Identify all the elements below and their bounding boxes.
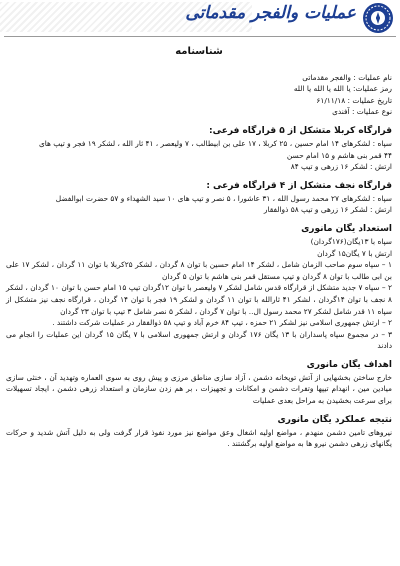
- section-gap: [6, 352, 392, 358]
- header-divider: [4, 36, 396, 37]
- body-text: سپاه با ۱۳یگان(۱۷۶گردان): [310, 236, 392, 246]
- section-gap: [6, 216, 392, 222]
- document-title: شناسنامه: [175, 46, 223, 57]
- body-text: نوع عملیات : آفندی: [332, 107, 392, 117]
- section-heading: استعداد یگان مانوری: [301, 223, 392, 234]
- body-text: رمز عملیات: یا الله یا الله یا الله: [293, 84, 392, 94]
- body-text: سپاه : لشکرهای ۱۴ امام حسین ، ۲۵ کربلا ، ۱۷ علی بن ابیطالب ، ۷ ولیعصر ، ۴۱ ثار الله ، لشکر ۱۹ فجر و تیپ های: [38, 138, 392, 148]
- body-text: خارج ساختن بخشهایی از آتش توپخانه دشمن ، آزاد سازی مناطق مرزی و پیش روی به سوی العماره وتهدید آن ، خنثی سازی میادین مین ، انهدام تیپها وتفرات دشمن و امکانات و تجهیزات ، بر هم زدن سازمان و استعداد زرهی دشمن ، ایجاد تسهیلات برای سرعت بخشیدن به مراحل بعدی عملیات: [6, 372, 392, 406]
- body-text: ۳ – در مجموع سپاه پاسداران با ۱۳ یگان ۱۷۶ گردان و ارتش جمهوری اسلامی با ۷ یگان ۱۵ گردان این عملیات را انجام می دادند: [6, 329, 392, 351]
- section-heading: اهداف یگان مانوری: [306, 359, 392, 370]
- emblem-icon: [362, 2, 394, 34]
- header-banner: [0, 0, 400, 36]
- body-text: تاریخ عملیات : ۶۱/۱۱/۱۸: [316, 95, 392, 105]
- section-heading: قرارگاه نجف متشکل از ۴ قرارگاه فرعی :: [206, 180, 392, 191]
- section-gap: [6, 118, 392, 124]
- body-text: سپاه : لشکرهای ۲۷ محمد رسول الله ، ۳۱ عاشورا ، ۵ نصر و تیپ های ۱۰ سید الشهداء و ۵۷ حضرت ابوالفضل: [55, 193, 392, 203]
- document-lines: [6, 72, 392, 450]
- body-text: ۴۴ قمر بنی هاشم و ۱۵ امام حسن: [286, 150, 392, 160]
- section-heading: نتیجه عملکرد یگان مانوری: [277, 414, 392, 425]
- body-text: ۱ – سپاه سوم صاحب الزمان شامل ، لشکر ۱۴ امام حسین با توان ۸ گردان ، لشکر ۲۵کربلا با توان ۱۱ گردان ، لشکر ۱۷ علی بن ابی طالب با توان ۸ گردان و تیپ مستقل قمر بنی هاشم با توان ۵ گردان: [6, 260, 393, 281]
- section-gap: [6, 407, 392, 413]
- body-text: ارتش : لشکر ۱۶ زرهی و تیپ ۵۸ ذوالفقار: [263, 205, 392, 215]
- body-text: نام عملیات : والفجر مقدماتی: [302, 72, 392, 82]
- body-text: ۲ – سپاه ۷ جدید متشکل از قرارگاه قدس شامل لشکر ۷ ولیعصر با توان ۱۲گردان تیپ ۱۵ امام حسن با توان ۱۰ گردان ، لشکر ۸ نجف با توان ۱۴گردان ، لشکر ۴۱ ثارالله با توان ۱۱ گردان و لشکر ۱۹ فجر با توان ۱۴ گردان ، قرارگاه نجف نیز متشکل از سپاه ۱۱ قدر شامل لشکر ۲۷ محمد رسول ال.. با توان ۷ گردان ، لشکر ۵ نصر شامل ۳ تیپ با توان ۲۳ گردان: [6, 283, 392, 316]
- section-heading: قرارگاه کربلا متشکل از ۵ قرارگاه فرعی:: [209, 125, 392, 136]
- body-text: ارتش : لشکر ۱۶ زرهی و تیپ ۸۴: [290, 162, 392, 172]
- body-text: ارتش با ۷ یگان۱۵ گردان: [317, 248, 392, 258]
- body-text: ۲ – ارتش جمهوری اسلامی نیز لشکر ۲۱ حمزه ، تیپ ۸۴ خرم آباد و تیپ ۵۸ ذوالفقار در عملیات شرکت داشتند .: [52, 318, 392, 328]
- section-gap: [6, 173, 392, 179]
- brand-title: عملیات والفجر مقدماتی: [185, 3, 356, 23]
- body-text: نیروهای تامین دشمن منهدم ، مواضع اولیه اشغال وعق مواضع نیز مورد نفوذ قرار گرفت ولی به دلیل آتش شدید و حرکات یگانهای زرهی دشمن نیرو ها به مواضع اولیه برگشتند .: [6, 427, 392, 449]
- document-body: [6, 42, 392, 450]
